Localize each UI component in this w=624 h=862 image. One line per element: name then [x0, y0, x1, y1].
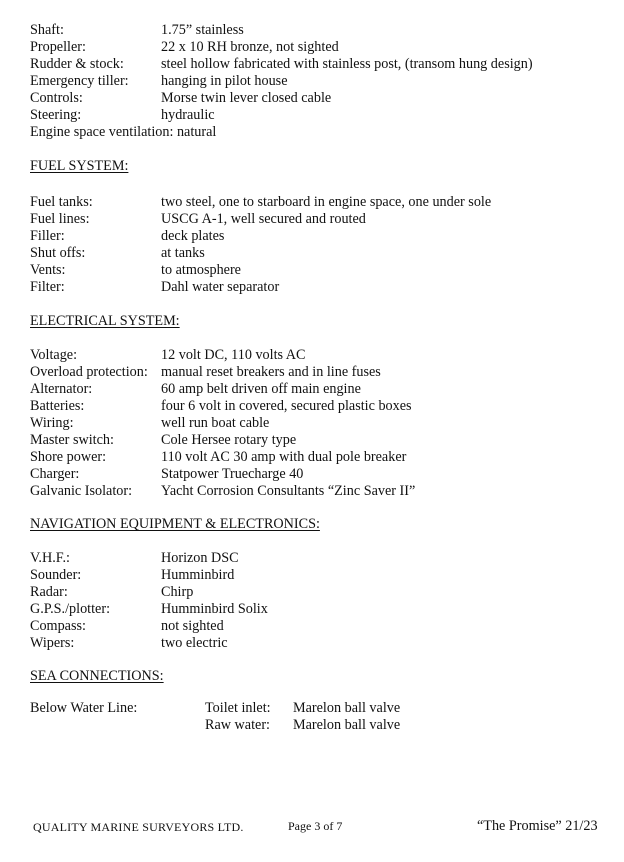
spec-value: 110 volt AC 30 amp with dual pole breaker	[161, 449, 407, 465]
spec-value: hanging in pilot house	[161, 73, 288, 89]
spec-value: two steel, one to starboard in engine space, one under sole	[161, 194, 492, 210]
spec-value: Chirp	[161, 584, 194, 600]
spec-value: Statpower Truecharge 40	[161, 466, 304, 482]
spec-label: Wipers:	[30, 635, 75, 651]
spec-label: Controls:	[30, 90, 83, 106]
spec-value: not sighted	[161, 618, 224, 634]
spec-value: four 6 volt in covered, secured plastic boxes	[161, 398, 412, 414]
spec-value: USCG A-1, well secured and routed	[161, 211, 366, 227]
spec-label: Shore power:	[30, 449, 107, 465]
spec-label: Galvanic Isolator:	[30, 483, 133, 499]
spec-label: Compass:	[30, 618, 86, 634]
spec-value: two electric	[161, 635, 228, 651]
spec-label: G.P.S./plotter:	[30, 601, 111, 617]
ventilation-text: Engine space ventilation: natural	[30, 124, 217, 140]
spec-label: Master switch:	[30, 432, 114, 448]
spec-value: Dahl water separator	[161, 279, 280, 295]
spec-label: Charger:	[30, 466, 80, 482]
fuel-system-heading: FUEL SYSTEM:	[30, 158, 129, 174]
spec-value: steel hollow fabricated with stainless post, (transom hung design)	[161, 56, 533, 72]
spec-label: Propeller:	[30, 39, 86, 55]
spec-label: Voltage:	[30, 347, 78, 363]
sea-connection-label: Toilet inlet:	[205, 700, 271, 716]
spec-value: to atmosphere	[161, 262, 241, 278]
spec-value: hydraulic	[161, 107, 215, 123]
spec-label: Shaft:	[30, 22, 64, 38]
spec-label: Sounder:	[30, 567, 82, 583]
spec-value: Horizon DSC	[161, 550, 239, 566]
spec-value: 1.75” stainless	[161, 22, 244, 38]
spec-label: Vents:	[30, 262, 66, 278]
spec-label: Emergency tiller:	[30, 73, 129, 89]
spec-label: Rudder & stock:	[30, 56, 124, 72]
spec-label: Wiring:	[30, 415, 74, 431]
spec-label: V.H.F.:	[30, 550, 70, 566]
spec-value: 12 volt DC, 110 volts AC	[161, 347, 306, 363]
spec-value: manual reset breakers and in line fuses	[161, 364, 381, 380]
spec-label: Alternator:	[30, 381, 93, 397]
spec-value: Yacht Corrosion Consultants “Zinc Saver II”	[161, 483, 416, 499]
spec-value: 22 x 10 RH bronze, not sighted	[161, 39, 339, 55]
footer-page-number: Page 3 of 7	[288, 819, 343, 833]
spec-label: Batteries:	[30, 398, 85, 414]
spec-label: Filler:	[30, 228, 65, 244]
spec-value: Humminbird	[161, 567, 235, 583]
spec-label: Fuel lines:	[30, 211, 90, 227]
sea-connections-heading: SEA CONNECTIONS:	[30, 668, 164, 684]
electrical-system-heading: ELECTRICAL SYSTEM:	[30, 313, 180, 329]
spec-label: Steering:	[30, 107, 82, 123]
navigation-heading: NAVIGATION EQUIPMENT & ELECTRONICS:	[30, 516, 320, 532]
sea-connection-label: Raw water:	[205, 717, 271, 733]
spec-value: at tanks	[161, 245, 205, 261]
spec-label: Shut offs:	[30, 245, 86, 261]
spec-value: well run boat cable	[161, 415, 270, 431]
sea-connection-value: Marelon ball valve	[293, 717, 401, 733]
spec-value: 60 amp belt driven off main engine	[161, 381, 361, 397]
spec-label: Filter:	[30, 279, 65, 295]
spec-value: deck plates	[161, 228, 225, 244]
footer-vessel-name: “The Promise” 21/23	[477, 818, 598, 834]
spec-value: Morse twin lever closed cable	[161, 90, 332, 106]
spec-label: Overload protection:	[30, 364, 148, 380]
footer-company: QUALITY MARINE SURVEYORS LTD.	[33, 820, 244, 834]
spec-label: Fuel tanks:	[30, 194, 93, 210]
spec-label: Radar:	[30, 584, 68, 600]
sea-connection-value: Marelon ball valve	[293, 700, 401, 716]
below-water-line-label: Below Water Line:	[30, 700, 138, 716]
spec-value: Cole Hersee rotary type	[161, 432, 297, 448]
spec-value: Humminbird Solix	[161, 601, 268, 617]
